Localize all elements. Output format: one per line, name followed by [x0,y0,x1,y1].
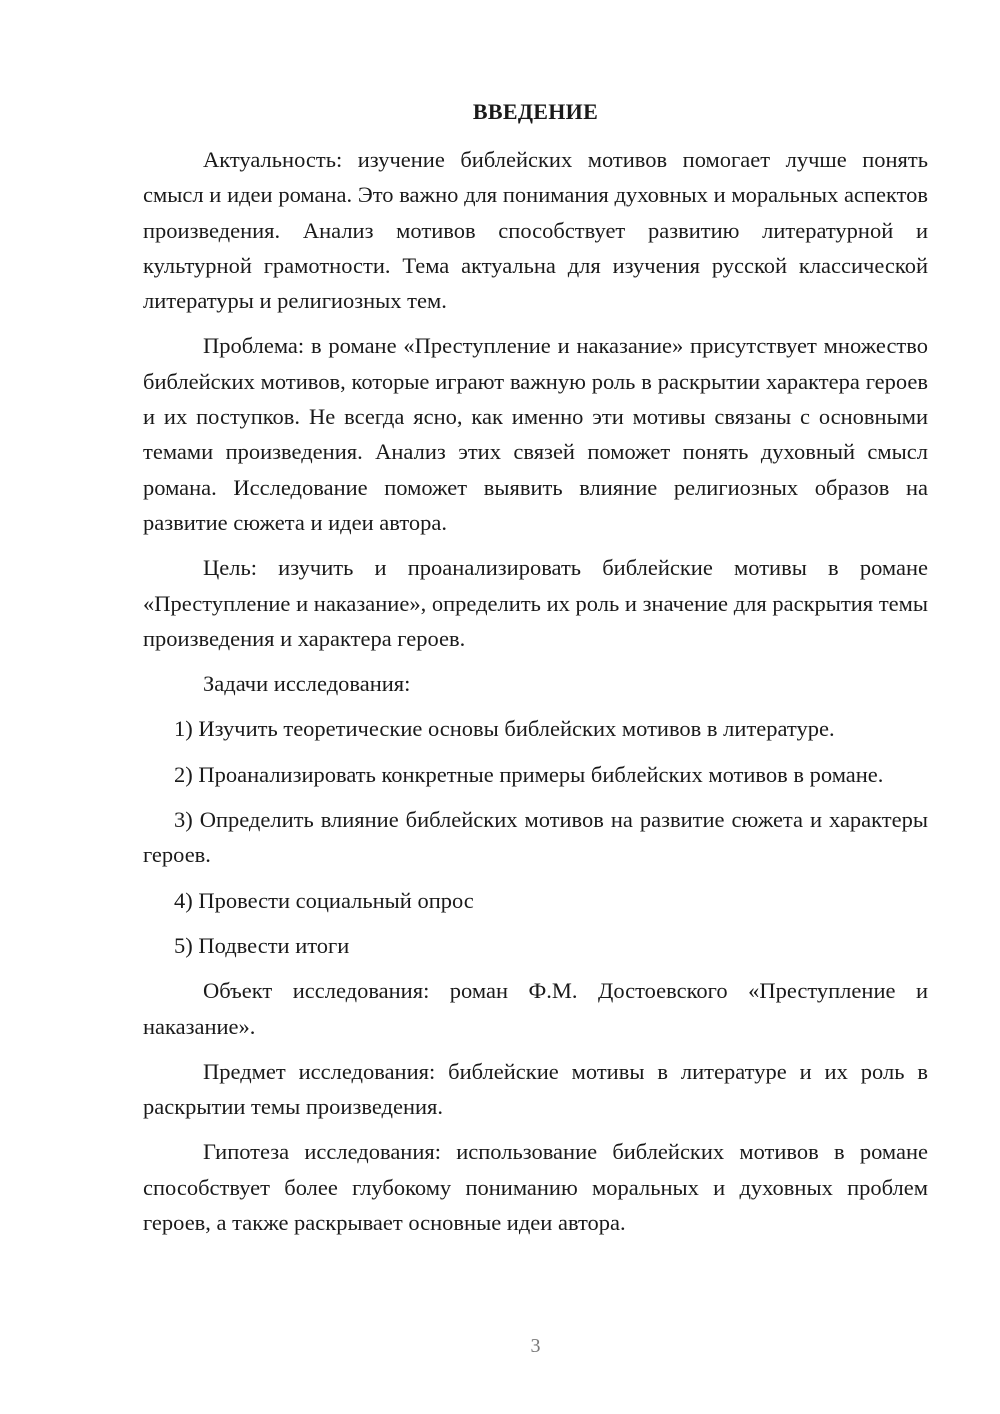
page-title: ВВЕДЕНИЕ [472,99,599,124]
relevance-paragraph: Актуальность: изучение библейских мотивов помогает лучше понять смысл и идеи романа. Это важно для понимания духовных и моральных аспектов произведения. Анализ мотивов способствует развитию литературной и культурной грамотности. Тема актуальна для изучения русской классической литературы и религиозных тем. [143,147,928,314]
task-item-5: 5) Подвести итоги [174,932,350,958]
task-item-4: 4) Провести социальный опрос [174,887,474,913]
task-item-2: 2) Проанализировать конкретные примеры библейских мотивов в романе. [174,761,884,787]
object-paragraph: Объект исследования: роман Ф.М. Достоевского «Преступление и наказание». [143,978,928,1039]
page-body [143,142,928,1250]
subject-paragraph: Предмет исследования: библейские мотивы в литературе и их роль в раскрытии темы произведения. [143,1058,928,1120]
goal-paragraph: Цель: изучить и проанализировать библейские мотивы в романе «Преступление и наказание», определить их роль и значение для раскрытия темы произведения и характера героев. [143,555,928,651]
page-number: 3 [530,1335,541,1357]
tasks-heading: Задачи исследования: [203,671,411,697]
task-item-3: 3) Определить влияние библейских мотивов на развитие сюжета и характеры героев. [143,807,928,868]
document-page [143,0,928,1414]
hypothesis-paragraph: Гипотеза исследования: использование библейских мотивов в романе способствует более глубокому пониманию моральных и духовных проблем героев, а также раскрывает основные идеи автора. [143,1139,928,1236]
problem-paragraph: Проблема: в романе «Преступление и наказание» присутствует множество библейских мотивов, которые играют важную роль в раскрытии характера героев и их поступков. Не всегда ясно, как именно эти мотивы связаны с основными темами произведения. Анализ этих связей поможет понять духовный смысл романа. Исследование поможет выявить влияние религиозных образов на развитие сюжета и идеи автора. [143,333,928,535]
task-item-1: 1) Изучить теоретические основы библейских мотивов в литературе. [174,716,835,742]
